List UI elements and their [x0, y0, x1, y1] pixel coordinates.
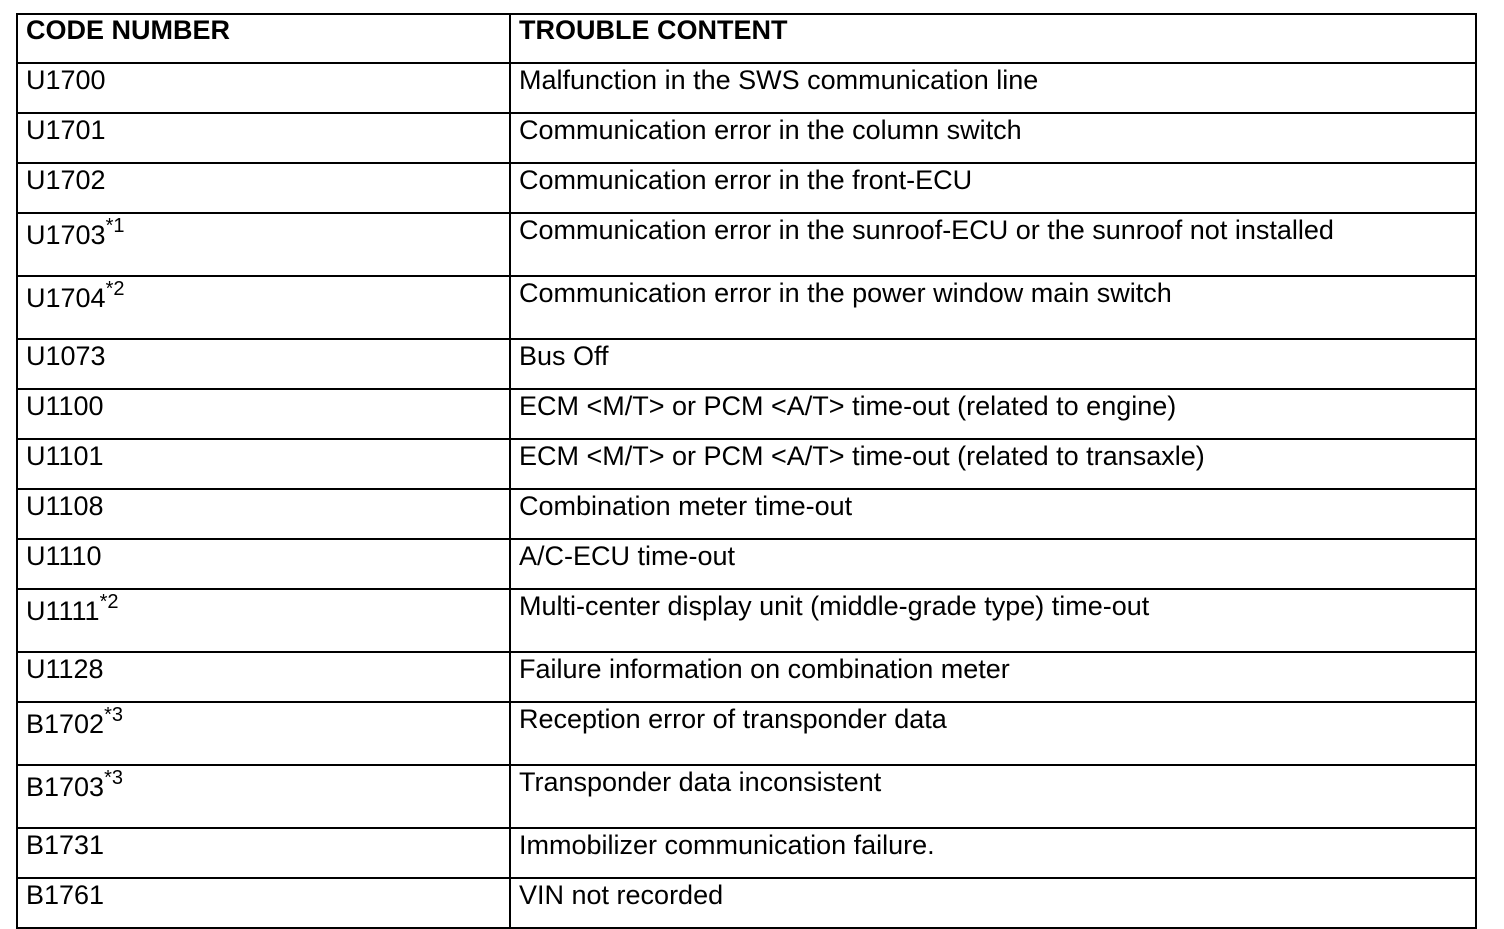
code-number: U1703 — [26, 220, 106, 250]
trouble-content-cell: Transponder data inconsistent — [510, 765, 1476, 828]
code-number-cell — [17, 113, 510, 163]
code-number-header: CODE NUMBER — [17, 14, 510, 63]
trouble-content-cell: Failure information on combination meter — [510, 652, 1476, 702]
footnote-marker: *2 — [99, 591, 119, 613]
table-row — [17, 489, 1476, 539]
code-number: B1761 — [26, 880, 105, 910]
code-number: U1128 — [26, 654, 104, 684]
code-number: U1100 — [26, 391, 104, 421]
trouble-content-cell: Communication error in the sunroof-ECU or the sunroof not installed — [510, 213, 1476, 276]
code-number: U1073 — [26, 341, 106, 371]
trouble-content-cell: Multi-center display unit (middle-grade type) time-out — [510, 589, 1476, 652]
code-number-cell — [17, 339, 510, 389]
table-row — [17, 652, 1476, 702]
trouble-content-cell: Communication error in the power window main switch — [510, 276, 1476, 339]
trouble-content-cell: Communication error in the front-ECU — [510, 163, 1476, 213]
code-number: U1110 — [26, 541, 102, 571]
trouble-code-table — [16, 13, 1477, 929]
table-row — [17, 163, 1476, 213]
code-number: U1108 — [26, 491, 104, 521]
trouble-content-cell: Communication error in the column switch — [510, 113, 1476, 163]
table-row — [17, 213, 1476, 276]
trouble-content-cell: Immobilizer communication failure. — [510, 828, 1476, 878]
trouble-content-cell: Reception error of transponder data — [510, 702, 1476, 765]
code-number: U1701 — [26, 115, 106, 145]
code-number: B1731 — [26, 830, 105, 860]
table-row — [17, 389, 1476, 439]
code-number-cell — [17, 213, 510, 276]
table-row — [17, 878, 1476, 928]
trouble-content-cell: Combination meter time-out — [510, 489, 1476, 539]
code-number-cell — [17, 702, 510, 765]
trouble-content-cell: A/C-ECU time-out — [510, 539, 1476, 589]
table-row — [17, 276, 1476, 339]
code-number: U1700 — [26, 65, 106, 95]
code-number-cell — [17, 163, 510, 213]
table-row — [17, 702, 1476, 765]
table-header-row — [17, 14, 1476, 63]
code-number-cell — [17, 439, 510, 489]
trouble-content-cell: VIN not recorded — [510, 878, 1476, 928]
code-number-cell — [17, 765, 510, 828]
table-row — [17, 113, 1476, 163]
trouble-content-cell: Bus Off — [510, 339, 1476, 389]
footnote-marker: *2 — [105, 278, 125, 300]
table-row — [17, 439, 1476, 489]
table-row — [17, 765, 1476, 828]
trouble-content-cell: ECM <M/T> or PCM <A/T> time-out (related to transaxle) — [510, 439, 1476, 489]
code-number: B1703 — [26, 772, 105, 802]
code-number-cell — [17, 389, 510, 439]
table-row — [17, 63, 1476, 113]
trouble-content-cell: Malfunction in the SWS communication line — [510, 63, 1476, 113]
code-number-cell — [17, 589, 510, 652]
table-body — [17, 63, 1476, 928]
table-row — [17, 589, 1476, 652]
code-number-cell — [17, 828, 510, 878]
table-row — [17, 339, 1476, 389]
footnote-marker: *1 — [105, 215, 125, 237]
trouble-content-header: TROUBLE CONTENT — [510, 14, 1476, 63]
code-number: U1702 — [26, 165, 106, 195]
code-number: U1111 — [26, 596, 100, 626]
code-number-cell — [17, 63, 510, 113]
code-number: U1101 — [26, 441, 104, 471]
code-number-cell — [17, 489, 510, 539]
trouble-content-cell: ECM <M/T> or PCM <A/T> time-out (related to engine) — [510, 389, 1476, 439]
code-number-cell — [17, 878, 510, 928]
footnote-marker: *3 — [104, 767, 123, 789]
code-number-cell — [17, 539, 510, 589]
table-row — [17, 539, 1476, 589]
code-number: B1702 — [26, 709, 105, 739]
code-number: U1704 — [26, 283, 106, 313]
table-row — [17, 828, 1476, 878]
code-number-cell — [17, 276, 510, 339]
code-number-cell — [17, 652, 510, 702]
footnote-marker: *3 — [104, 704, 123, 726]
